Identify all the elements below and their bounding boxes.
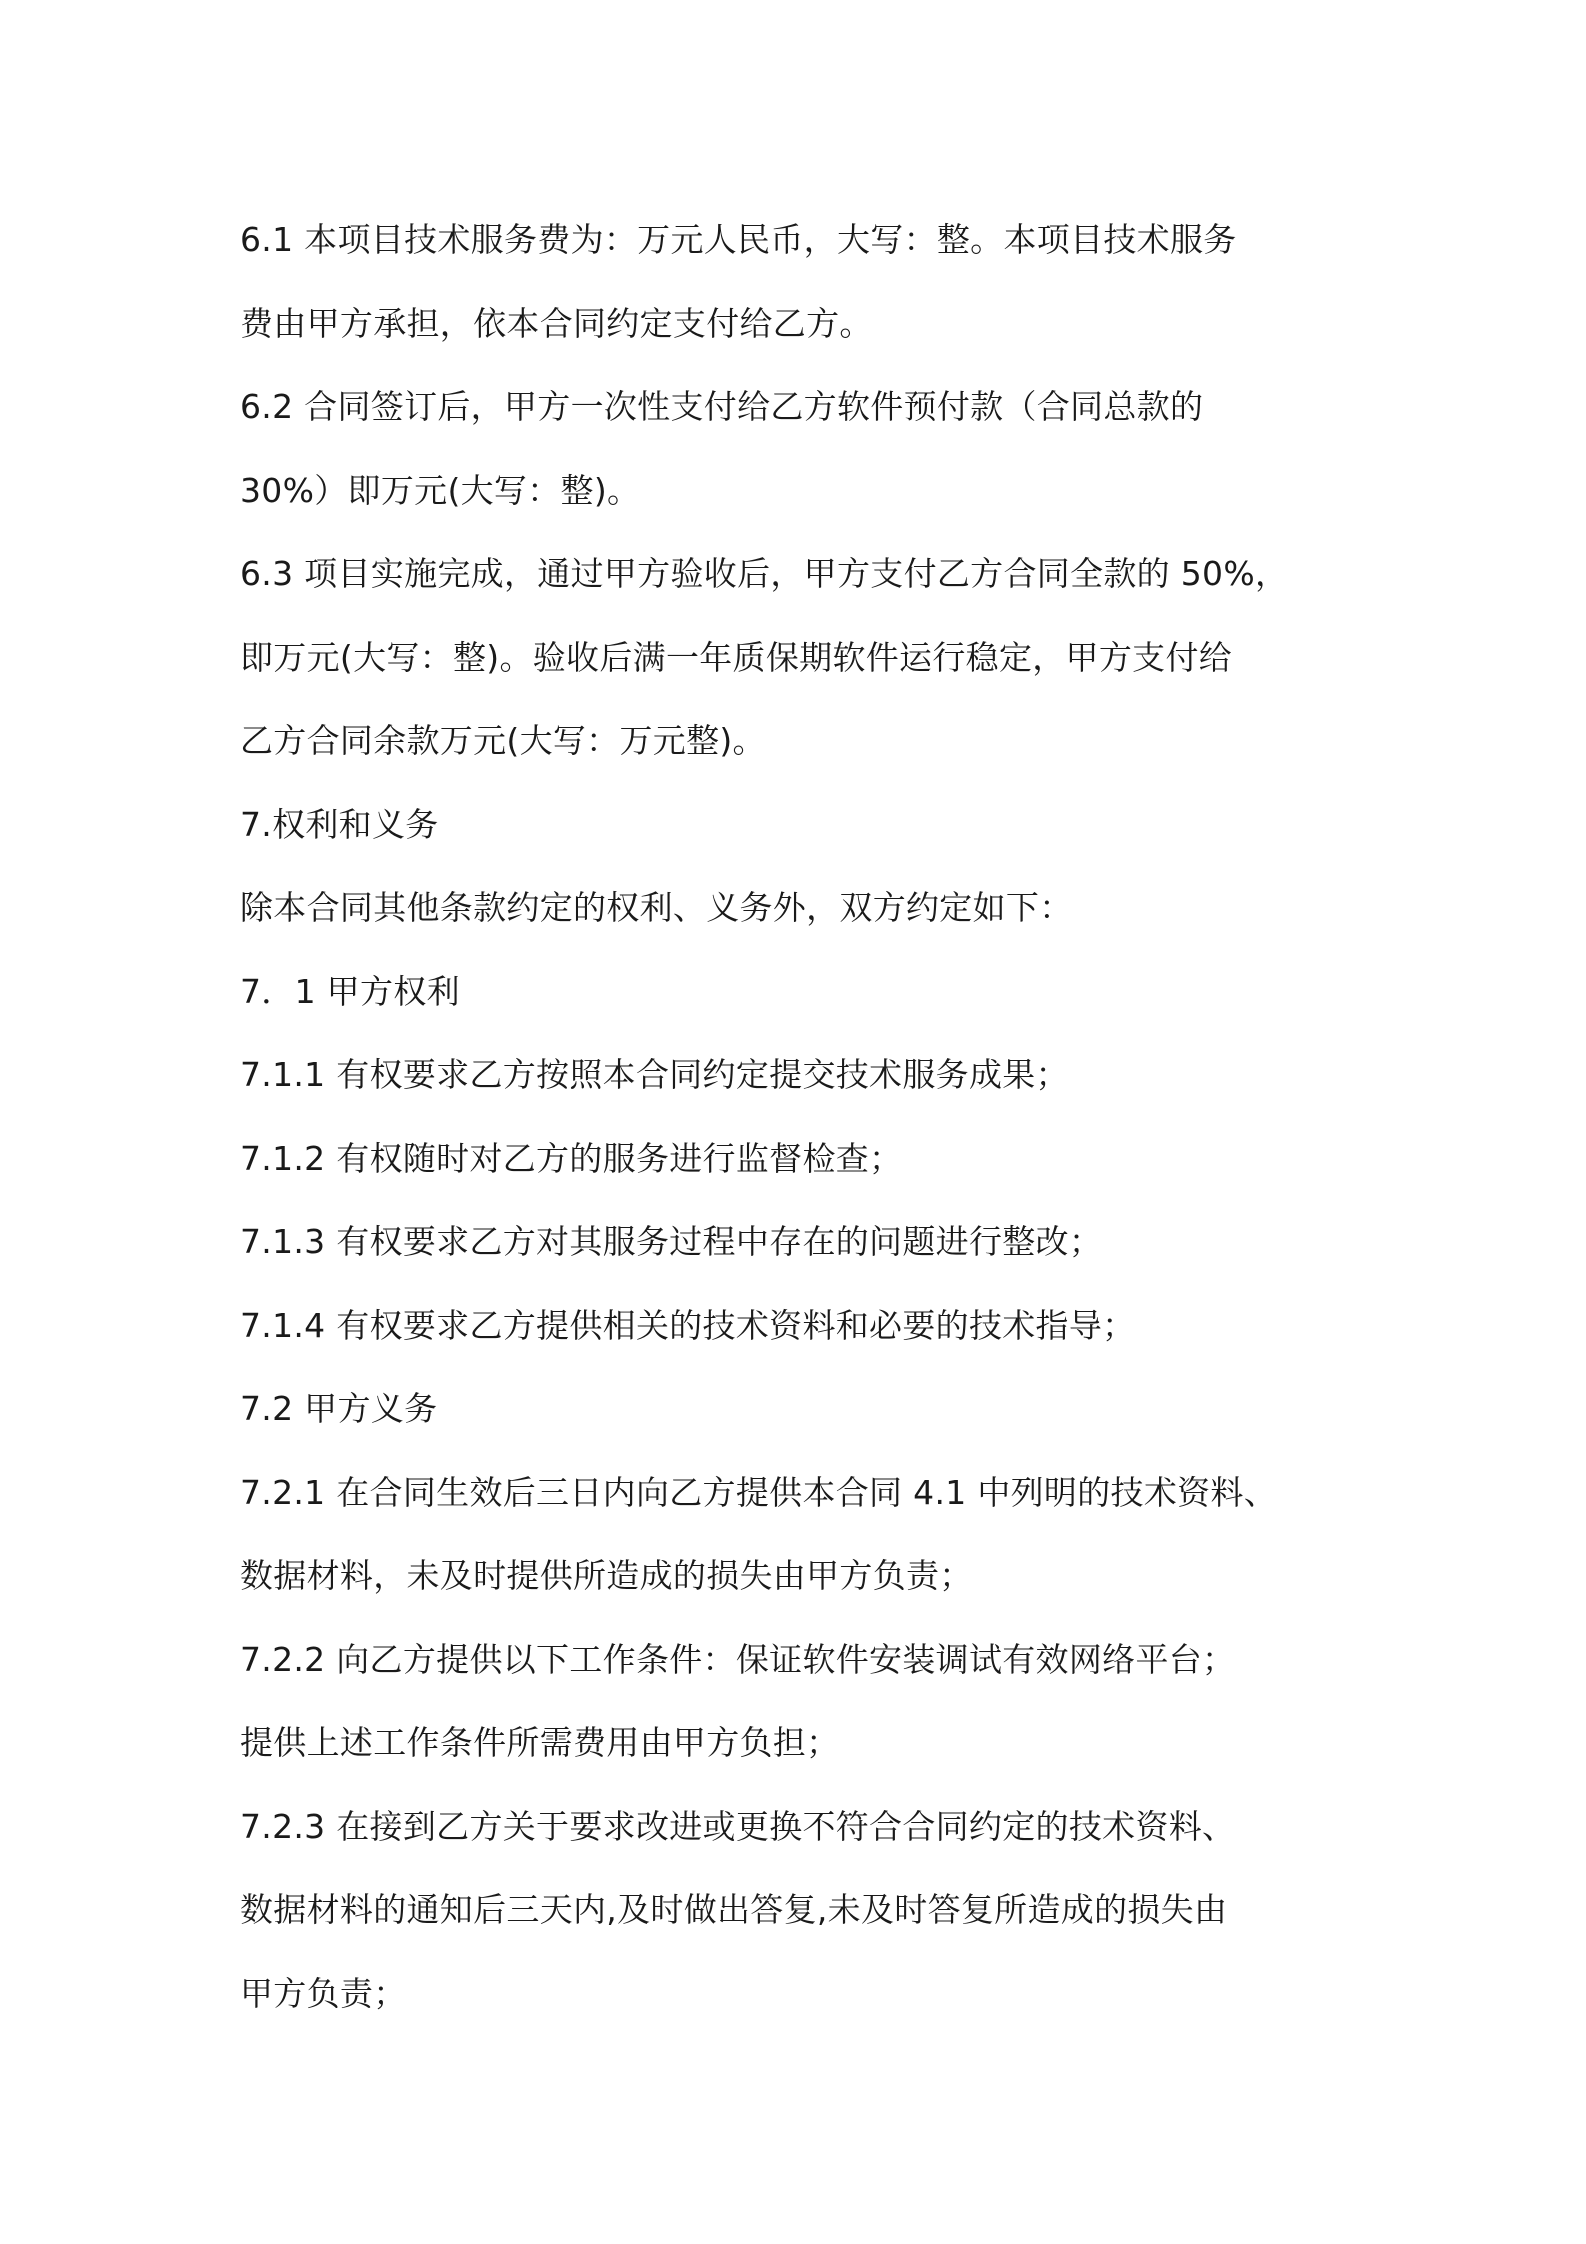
text-line: 7.1.1 有权要求乙方按照本合同约定提交技术服务成果； (240, 1055, 1069, 1094)
subsection-heading: 7.2 甲方义务 (240, 1389, 438, 1428)
text-line: 30%）即万元(大写：整)。 (240, 470, 641, 510)
text-line: 数据材料，未及时提供所造成的损失由甲方负责； (240, 1556, 973, 1595)
text-line: 6.2 合同签订后，甲方一次性支付给乙方软件预付款（合同总款的 (240, 387, 1204, 426)
text-line: 数据材料的通知后三天内,及时做出答复,未及时答复所造成的损失由 (240, 1890, 1228, 1929)
text-line: 7.1.3 有权要求乙方对其服务过程中存在的问题进行整改； (240, 1222, 1103, 1261)
contract-text-body (240, 198, 1380, 2035)
text-line: 6.3 项目实施完成，通过甲方验收后，甲方支付乙方合同全款的 50%， (240, 554, 1289, 593)
text-line: 即万元(大写：整)。验收后满一年质保期软件运行稳定，甲方支付给 (240, 637, 1233, 677)
subsection-heading: 7．1 甲方权利 (240, 971, 460, 1011)
text-line: 7.2.3 在接到乙方关于要求改进或更换不符合合同约定的技术资料、 (240, 1806, 1236, 1846)
text-line: 7.1.2 有权随时对乙方的服务进行监督检查； (240, 1138, 903, 1178)
text-line: 7.2.2 向乙方提供以下工作条件：保证软件安装调试有效网络平台； (240, 1639, 1236, 1679)
text-line: 费由甲方承担，依本合同约定支付给乙方。 (240, 303, 873, 343)
text-line: 乙方合同余款万元(大写：万元整)。 (240, 721, 766, 760)
text-line: 甲方负责； (240, 1973, 407, 2013)
text-line: 6.1 本项目技术服务费为：万元人民币，大写：整。本项目技术服务 (240, 220, 1237, 259)
text-line: 提供上述工作条件所需费用由甲方负担； (240, 1723, 840, 1762)
text-line: 7.1.4 有权要求乙方提供相关的技术资料和必要的技术指导； (240, 1305, 1136, 1345)
section-heading: 7.权利和义务 (240, 804, 439, 844)
text-line: 除本合同其他条款约定的权利、义务外，双方约定如下： (240, 888, 1073, 927)
text-line: 7.2.1 在合同生效后三日内向乙方提供本合同 4.1 中列明的技术资料、 (240, 1472, 1278, 1512)
